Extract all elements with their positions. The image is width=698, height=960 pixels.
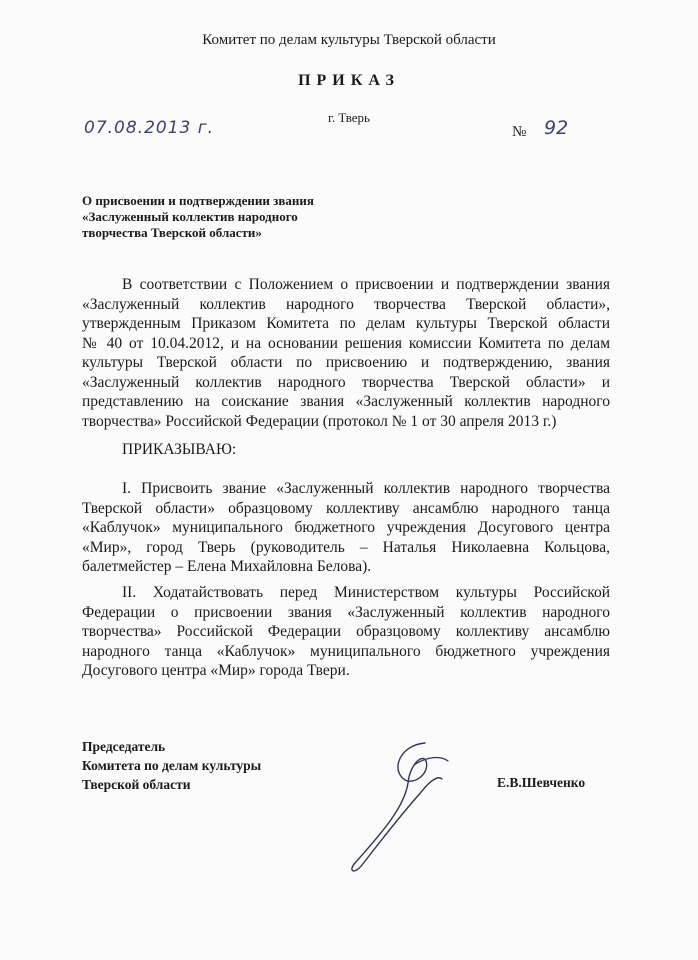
position-line: Председатель [82, 739, 166, 754]
subject-block [82, 193, 382, 241]
text-line: народного танца «Каблучок» муниципального бюджетного учреждения [82, 642, 610, 660]
handwritten-date: 07.08.2013 г. [84, 118, 215, 138]
text-line: № 40 от 10.04.2012, и на основании решения комиссии Комитета по делам [82, 334, 610, 352]
text-line: Федерации о присвоении звания «Заслуженный коллектив народного [82, 603, 610, 621]
handwritten-signature [330, 725, 460, 875]
organization-header: Комитет по делам культуры Тверской области [202, 32, 496, 48]
paragraph-preamble [82, 275, 610, 431]
order-keyword: ПРИКАЗЫВАЮ: [122, 441, 237, 458]
paragraph-item-1 [82, 479, 610, 577]
paragraph-item-2 [82, 583, 610, 681]
text-line: творчества» Российской Федерации образцовому коллективу ансамблю [82, 623, 610, 640]
text-line: балетмейстер – Елена Михайловна Белова). [82, 558, 372, 575]
handwritten-number: 92 [544, 117, 569, 139]
number-label: № [512, 124, 527, 140]
text-line: «Мир», город Тверь (руководитель – Наталья Николаевна Кольцова, [82, 538, 610, 556]
text-line: II. Ходатайствовать перед Министерством культуры Российской [122, 584, 610, 601]
text-line: «Заслуженный коллектив народного творчества Тверской области», [82, 295, 610, 313]
text-line: «Заслуженный коллектив народного творчества Тверской области» и [82, 373, 610, 391]
position-line: Тверской области [82, 777, 191, 792]
signer-name: Е.В.Шевченко [497, 775, 586, 790]
text-line: В соответствии с Положением о присвоении и подтверждении звания [122, 276, 610, 293]
text-line: Досугового центра «Мир» города Твери. [82, 662, 350, 679]
subject-line: «Заслуженный коллектив народного [82, 209, 298, 224]
subject-line: О присвоении и подтверждении звания [82, 193, 314, 208]
text-line: I. Присвоить звание «Заслуженный коллектив народного творчества [122, 480, 610, 497]
text-line: представлению на соискание звания «Заслуженный коллектив народного [82, 393, 610, 410]
text-line: утвержденным Приказом Комитета по делам культуры Тверской области [82, 315, 610, 332]
document-city: г. Тверь [328, 110, 370, 125]
text-line: культуры Тверской области по присвоению и подтверждению, звания [82, 354, 610, 371]
signature-position [82, 737, 261, 794]
text-line: творчества» Российской Федерации (протокол № 1 от 30 апреля 2013 г.) [82, 412, 557, 430]
paragraph-order-word [82, 440, 610, 460]
text-line: Тверской области» образцовому коллективу ансамблю народного танца [82, 499, 610, 517]
document-title: ПРИКАЗ [298, 72, 400, 89]
text-line: «Каблучок» муниципального бюджетного учреждения Досугового центра [82, 519, 610, 536]
subject-line: творчества Тверской области» [82, 225, 262, 240]
position-line: Комитета по делам культуры [82, 758, 262, 773]
